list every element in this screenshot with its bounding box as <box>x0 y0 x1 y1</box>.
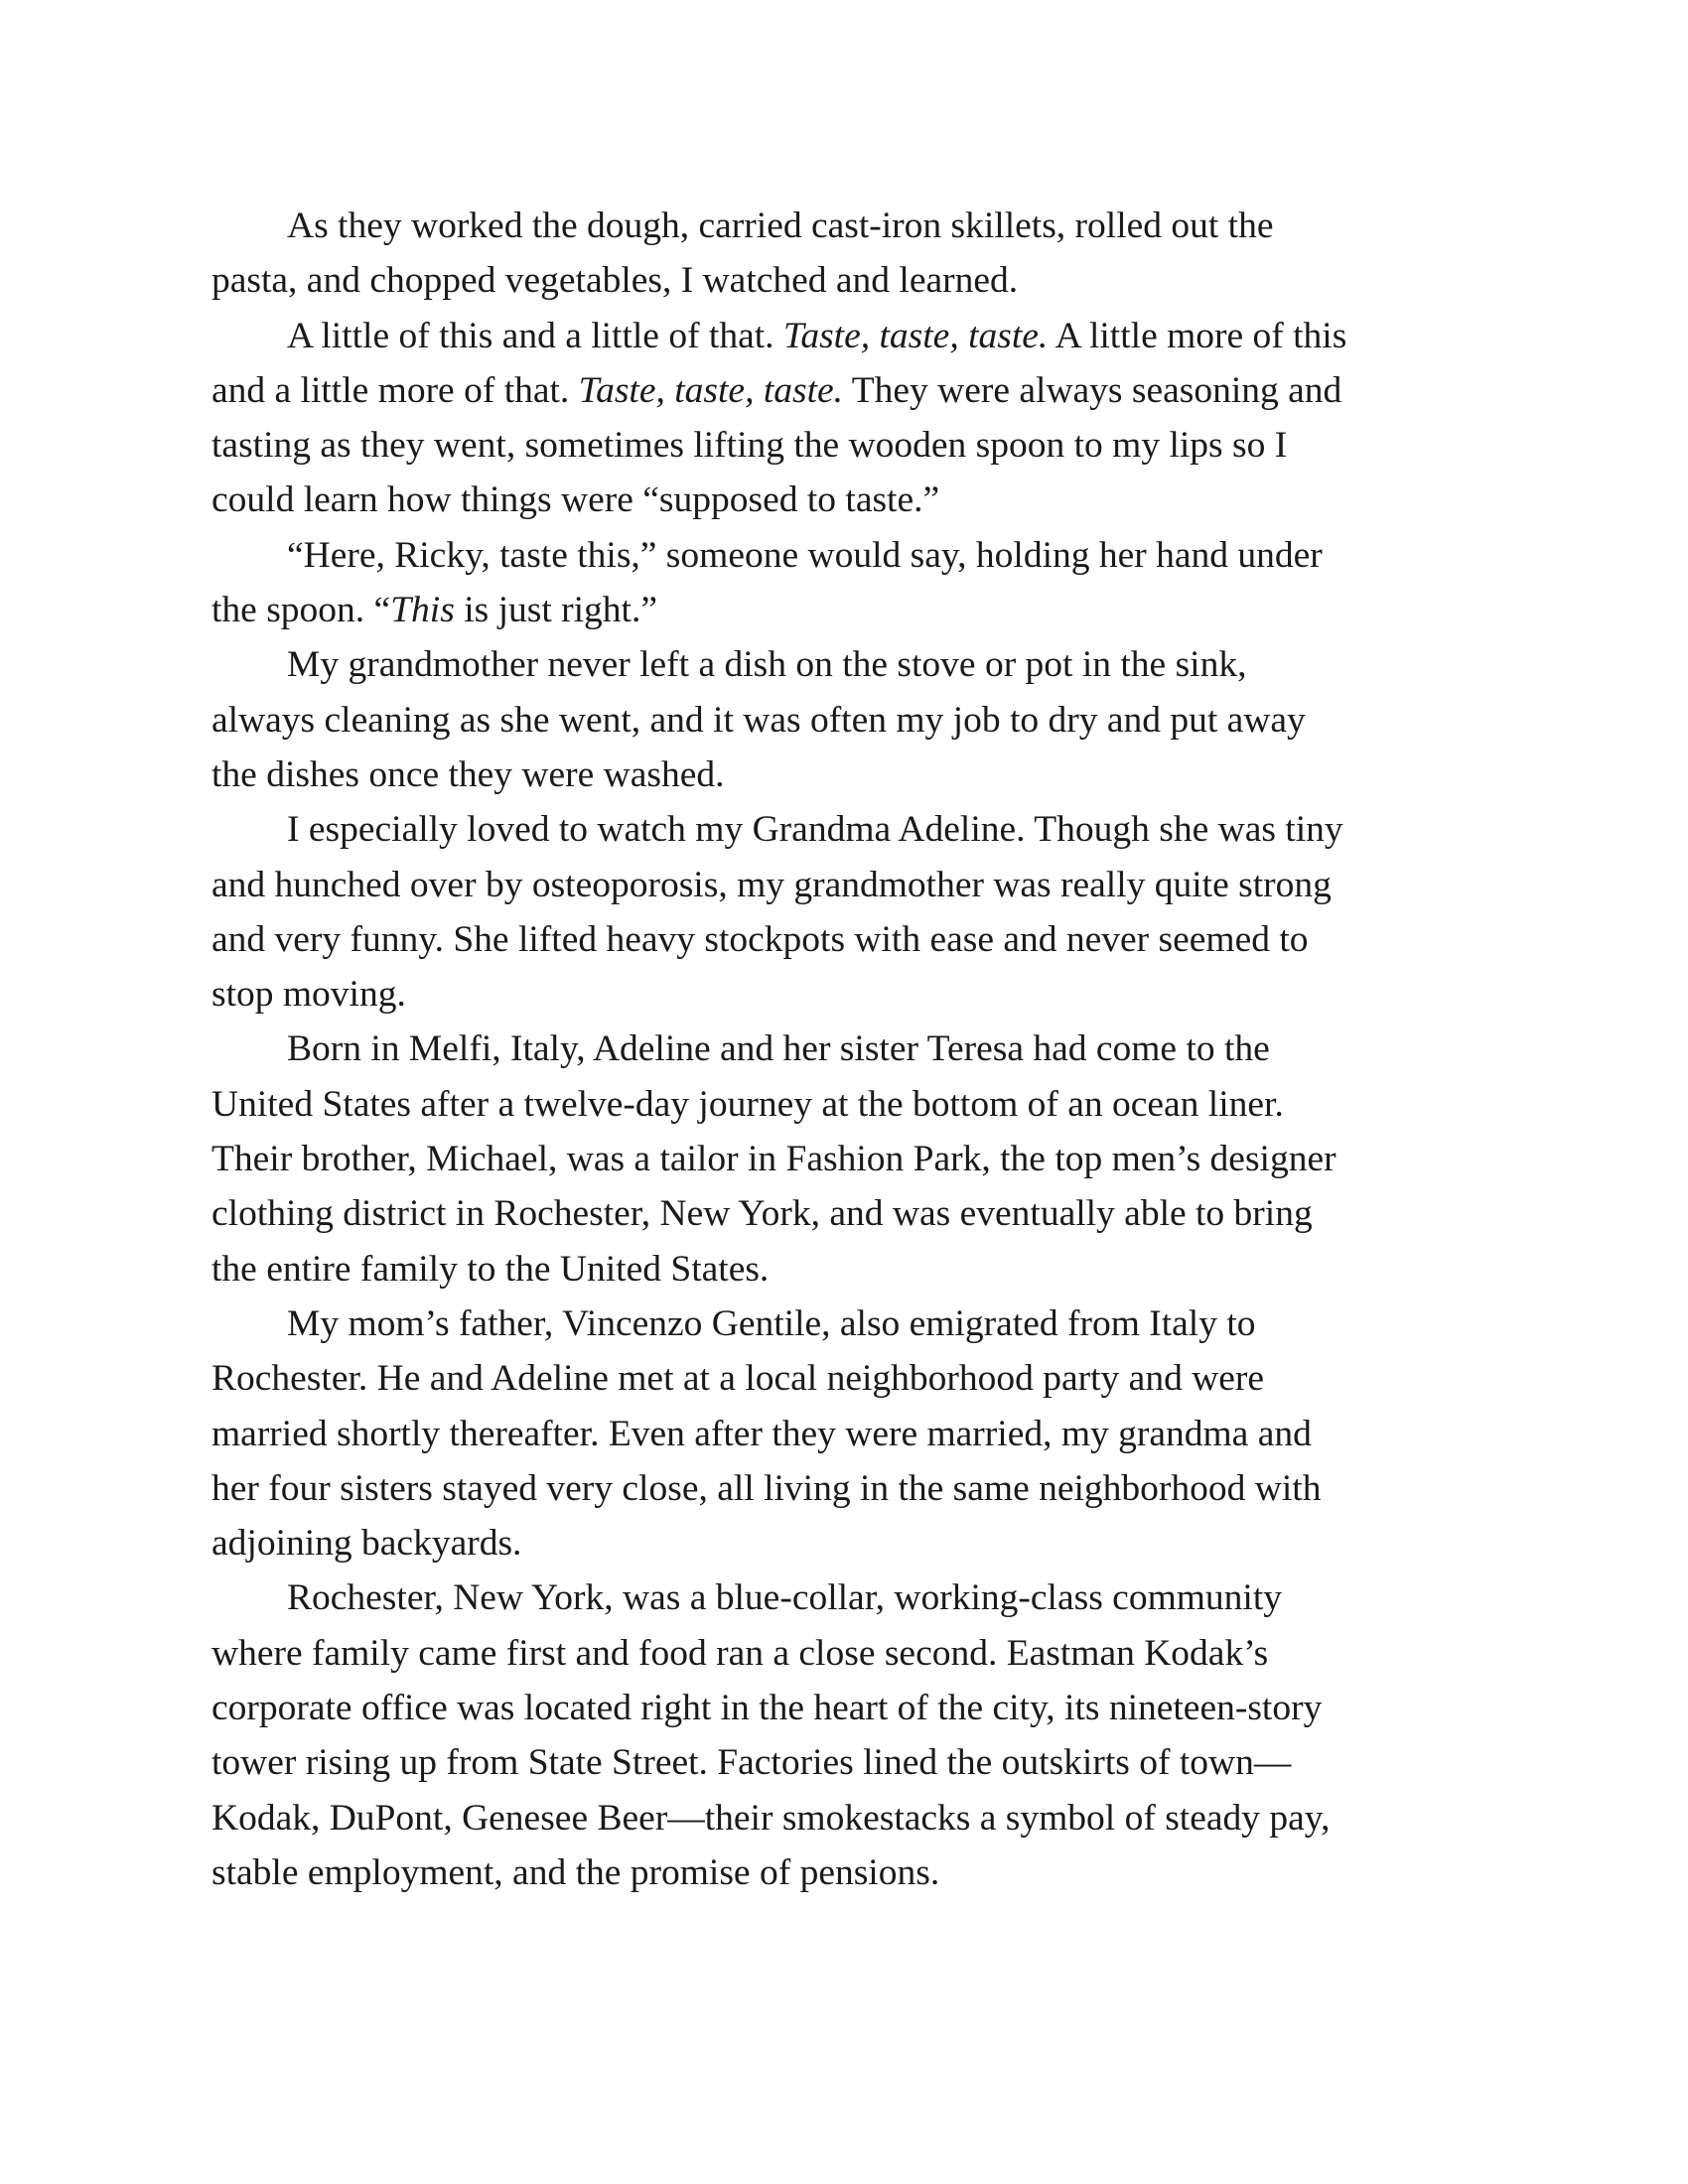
italic-text: Taste, taste, taste. <box>782 315 1049 356</box>
paragraph-text: A little of this and a little of that. <box>287 315 783 356</box>
paragraph-6 <box>211 1022 1492 1296</box>
italic-text: Taste, taste, taste. <box>578 369 844 411</box>
paragraph-text: is just right.” <box>454 590 657 631</box>
paragraph-text: Born in Melfi, Italy, Adeline and her sister Teresa had come to the United States after a twelve-day journey at the bottom of an ocean liner. Their brother, Michael, was a tailor in Fashion Park, the top men’s designer clothing district in Rochester, New York, and was eventually able to bring the entire family to the United States. <box>211 1028 1336 1290</box>
paragraph-7 <box>211 1297 1492 1570</box>
italic-text: This <box>390 590 455 631</box>
paragraph-2 <box>211 309 1492 528</box>
paragraph-text: My grandmother never left a dish on the stove or pot in the sink, always cleaning as she went, and it was often my job to dry and put away the dishes once they were washed. <box>211 644 1306 795</box>
paragraph-5 <box>211 802 1492 1022</box>
paragraph-text: I especially loved to watch my Grandma Adeline. Though she was tiny and hunched over by osteoporosis, my grandmother was really quite strong and very funny. She lifted heavy stockpots with ease and never seemed to stop moving. <box>211 809 1343 1016</box>
paragraph-text: As they worked the dough, carried cast-iron skillets, rolled out the pasta, and chopped vegetables, I watched and learned. <box>211 205 1274 302</box>
paragraph-text: Rochester, New York, was a blue-collar, working-class community where family came first and food ran a close second. Eastman Kodak’s corporate office was located right in the heart of the city, its nineteen-story tower rising up from State Street. Factories lined the outskirts of town— Kodak, DuPont, Genesee Beer—their smokestacks a symbol of steady pay, stable employment, and the promise of pensions. <box>211 1577 1331 1893</box>
paragraph-3 <box>211 528 1492 638</box>
paragraph-8 <box>211 1570 1492 1900</box>
paragraph-text: My mom’s father, Vincenzo Gentile, also emigrated from Italy to Rochester. He and Adeline met at a local neighborhood party and were married shortly thereafter. Even after they were married, my grandma and her four sisters stayed very close, all living in the same neighborhood with adjoining backyards. <box>211 1302 1322 1565</box>
paragraph-text: “Here, Ricky, taste this,” someone would say, holding her hand under the spoon. “ <box>211 534 1323 631</box>
paragraph-text: They were always seasoning and tasting as they went, sometimes lifting the wooden spoon to my lips so I could learn how things were “supposed to taste.” <box>211 369 1342 521</box>
paragraph-text: A little more of this and a little more of that. <box>211 315 1347 411</box>
paragraph-1 <box>211 199 1492 309</box>
paragraph-4 <box>211 637 1492 802</box>
page-body <box>211 199 1492 1900</box>
